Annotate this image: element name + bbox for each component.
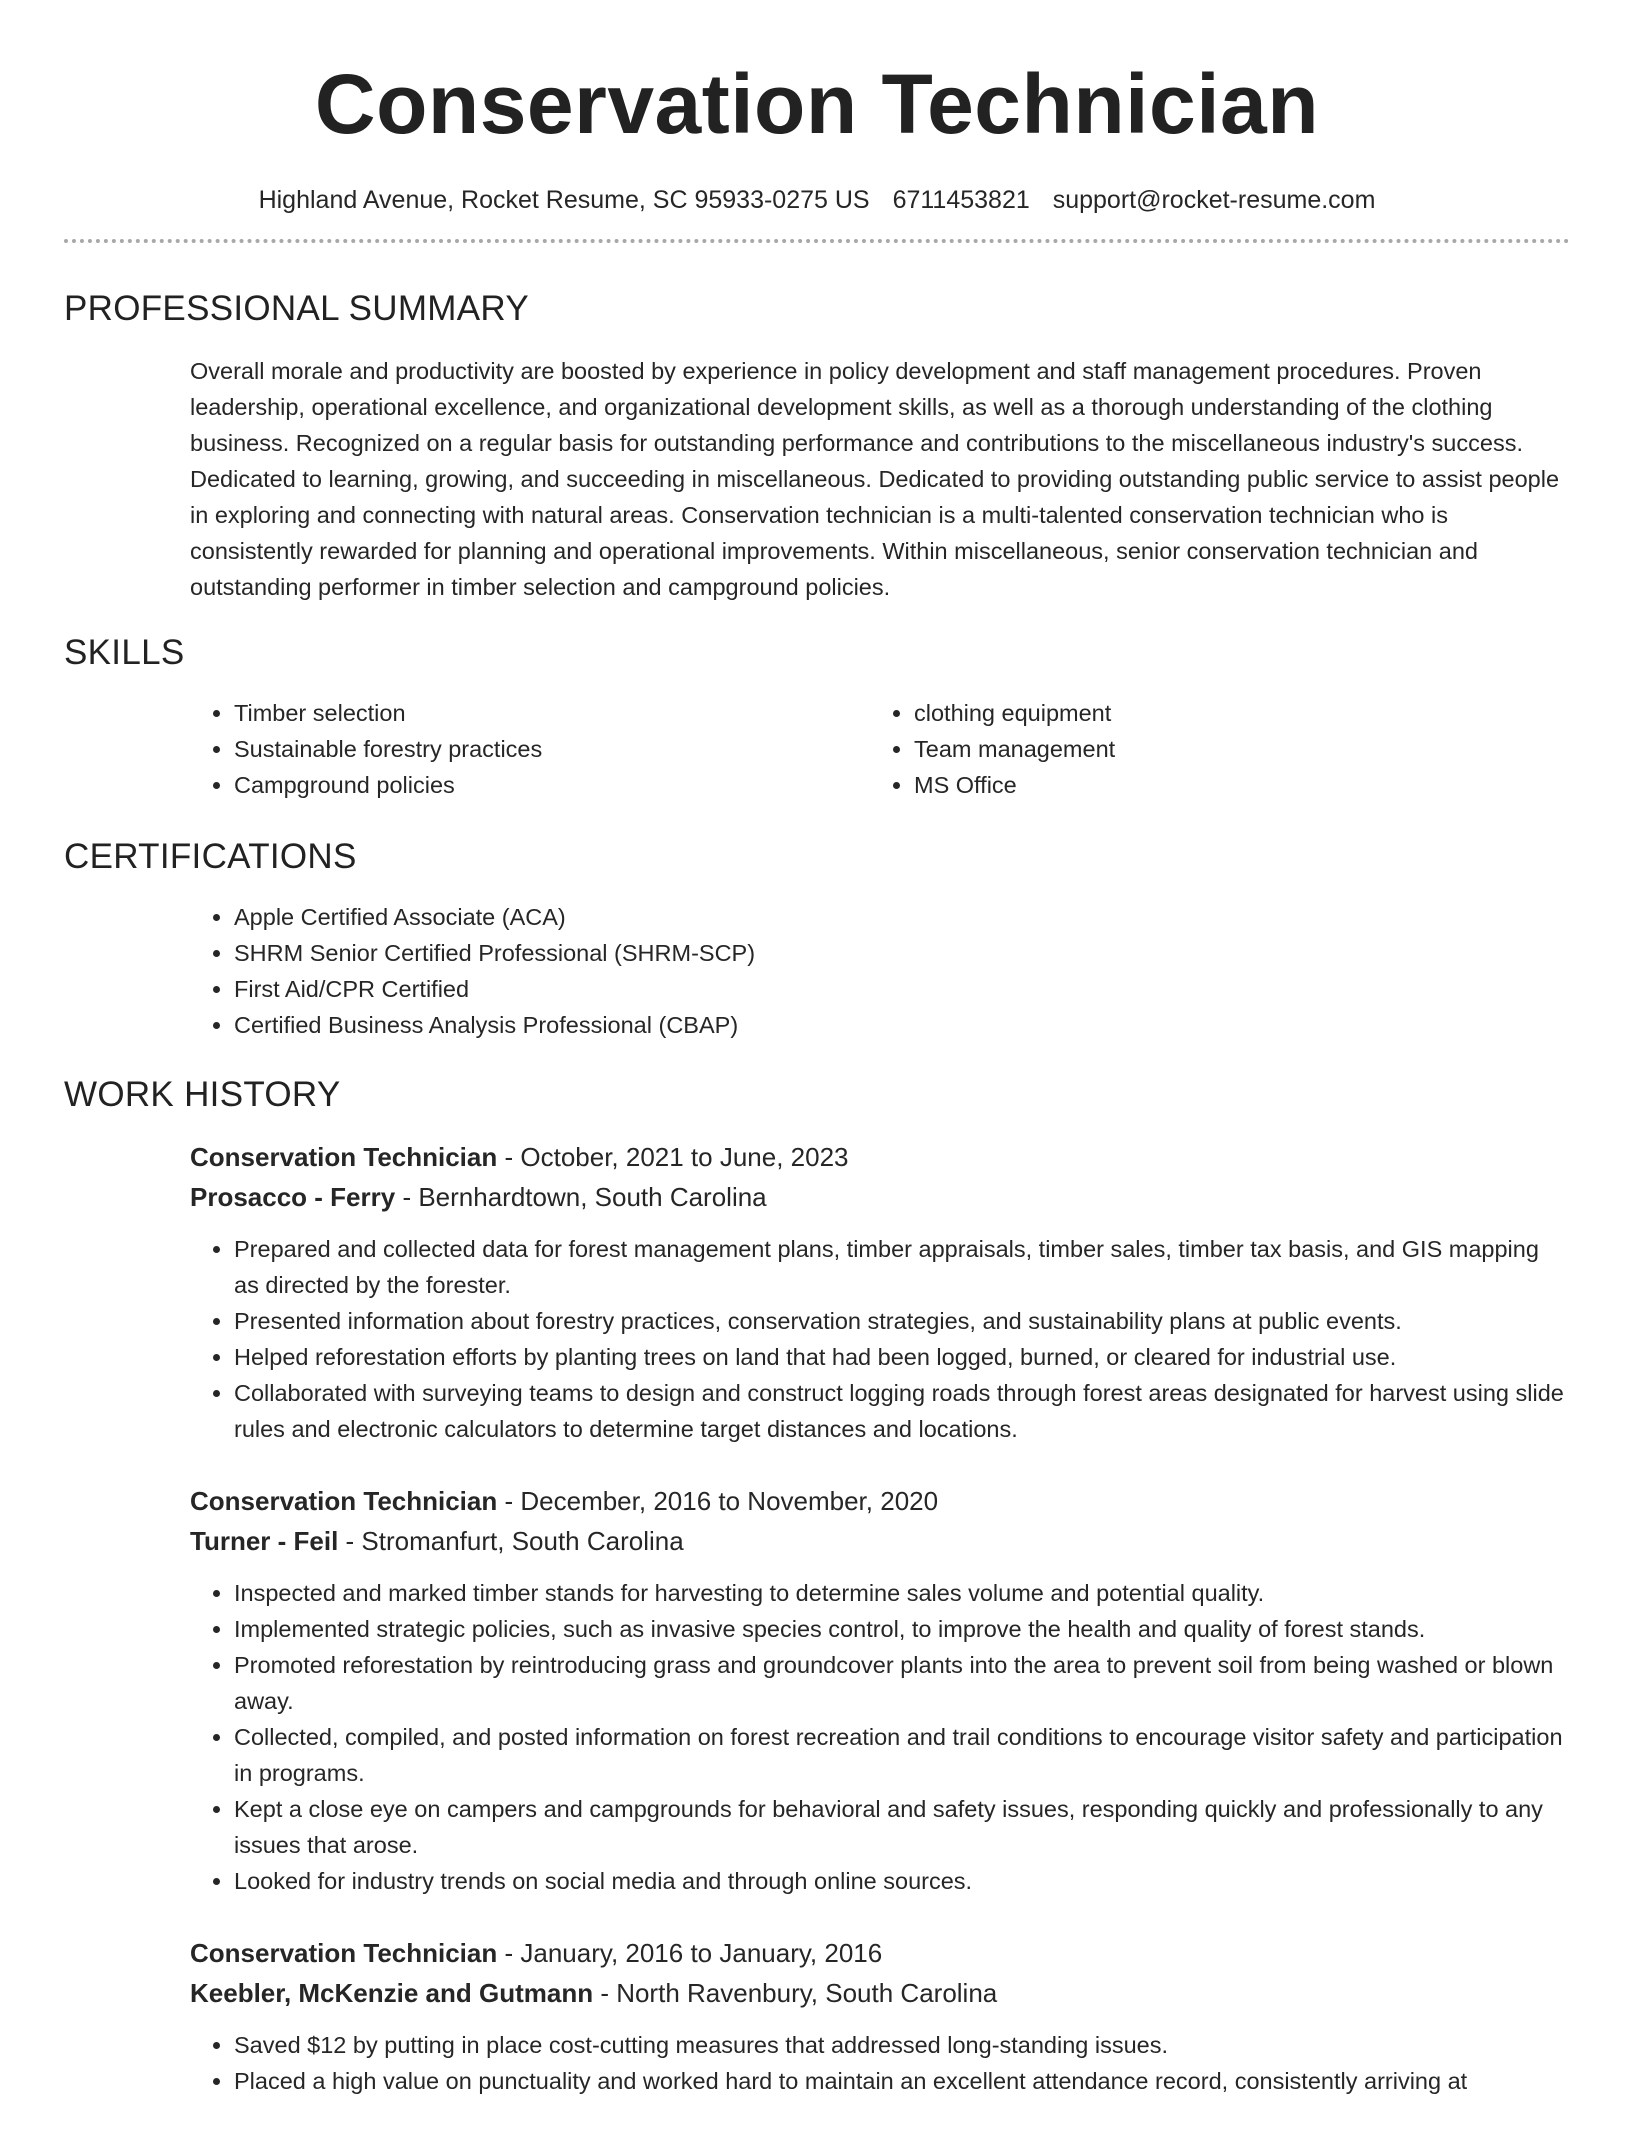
job-title-line — [190, 1933, 1570, 1973]
job-title-line — [190, 1481, 1570, 1521]
job-bullets — [190, 1575, 1570, 1899]
job-role: Conservation Technician — [190, 1938, 498, 1968]
job-company-line — [190, 1521, 1570, 1561]
job-entry — [190, 1481, 1570, 1899]
job-bullet: • Inspected and marked timber stands for harvesting to determine sales volume and potential quality. — [234, 1575, 1570, 1611]
job-dates: - January, 2016 to January, 2016 — [497, 1938, 883, 1968]
job-bullet: • Saved $12 by putting in place cost-cutting measures that addressed long-standing issues. — [234, 2027, 1570, 2063]
certification-item: • Apple Certified Associate (ACA) — [234, 899, 1570, 935]
work-history-section — [64, 1075, 1570, 2099]
job-company-line — [190, 1973, 1570, 2013]
job-bullet: • Promoted reforestation by reintroducing grass and groundcover plants into the area to prevent soil from being washed or blown away. — [234, 1647, 1570, 1719]
job-bullet: • Prepared and collected data for forest management plans, timber appraisals, timber sales, timber tax basis, and GIS mapping as directed by the forester. — [234, 1231, 1570, 1303]
skill-item: • Team management — [914, 731, 1550, 767]
skill-item: • MS Office — [914, 767, 1550, 803]
certifications-heading: CERTIFICATIONS — [64, 837, 357, 876]
job-entry — [190, 1933, 1570, 2099]
job-bullet: • Collaborated with surveying teams to design and construct logging roads through forest areas designated for harvest using slide rules and electronic calculators to determine target distances and locations. — [234, 1375, 1570, 1447]
skills-column-right — [870, 695, 1550, 803]
job-bullet: • Kept a close eye on campers and campgrounds for behavioral and safety issues, responding quickly and professionally to any issues that arose. — [234, 1791, 1570, 1863]
job-bullet: • Helped reforestation efforts by planting trees on land that had been logged, burned, or cleared for industrial use. — [234, 1339, 1570, 1375]
job-location: - Bernhardtown, South Carolina — [395, 1182, 767, 1212]
job-bullet: • Looked for industry trends on social media and through online sources. — [234, 1863, 1570, 1899]
job-role: Conservation Technician — [190, 1486, 498, 1516]
contact-line — [64, 186, 1570, 215]
resume-page — [64, 0, 1570, 2133]
contact-phone: 6711453821 — [892, 186, 1030, 214]
contact-address: Highland Avenue, Rocket Resume, SC 95933-0275 US — [258, 186, 870, 214]
skills-heading: SKILLS — [64, 633, 185, 672]
job-company: Turner - Feil — [190, 1526, 339, 1556]
certification-item: • First Aid/CPR Certified — [234, 971, 1570, 1007]
skills-section — [64, 633, 1570, 803]
summary-heading: PROFESSIONAL SUMMARY — [64, 289, 529, 328]
job-location: - Stromanfurt, South Carolina — [338, 1526, 684, 1556]
skills-grid — [190, 695, 1570, 803]
certification-item: • SHRM Senior Certified Professional (SHRM-SCP) — [234, 935, 1570, 971]
skill-item: • clothing equipment — [914, 695, 1550, 731]
job-company: Keebler, McKenzie and Gutmann — [190, 1978, 594, 2008]
job-dates: - December, 2016 to November, 2020 — [497, 1486, 939, 1516]
skill-item: • Campground policies — [234, 767, 870, 803]
contact-email: support@rocket-resume.com — [1052, 186, 1376, 214]
skill-item: • Timber selection — [234, 695, 870, 731]
job-location: - North Ravenbury, South Carolina — [593, 1978, 998, 2008]
job-entry — [190, 1137, 1570, 1447]
job-bullets — [190, 1231, 1570, 1447]
certifications-list — [190, 899, 1570, 1043]
work-history-heading: WORK HISTORY — [64, 1075, 341, 1114]
skills-column-left — [190, 695, 870, 803]
job-company-line — [190, 1177, 1570, 1217]
certifications-section — [64, 837, 1570, 1043]
job-role: Conservation Technician — [190, 1142, 498, 1172]
job-dates: - October, 2021 to June, 2023 — [497, 1142, 849, 1172]
job-bullet: • Placed a high value on punctuality and worked hard to maintain an excellent attendance record, consistently arriving at — [234, 2063, 1570, 2099]
job-bullet: • Collected, compiled, and posted information on forest recreation and trail conditions to encourage visitor safety and participation in programs. — [234, 1719, 1570, 1791]
job-company: Prosacco - Ferry — [190, 1182, 396, 1212]
job-bullet: • Presented information about forestry practices, conservation strategies, and sustainability plans at public events. — [234, 1303, 1570, 1339]
job-bullet: • Implemented strategic policies, such as invasive species control, to improve the health and quality of forest stands. — [234, 1611, 1570, 1647]
header-divider — [64, 239, 1570, 243]
summary-text: Overall morale and productivity are boosted by experience in policy development and staff management procedures. Proven leadership, operational excellence, and organizational development skills, as well as a thorough understanding of the clothing business. Recognized on a regular basis for outstanding performance and contributions to the miscellaneous industry's success. Dedicated to learning, growing, and succeeding in miscellaneous. Dedicated to providing outstanding public service to assist people in exploring and connecting with natural areas. Conservation technician is a multi-talented conservation technician who is consistently rewarded for planning and operational improvements. Within miscellaneous, senior conservation technician and outstanding performer in timber selection and campground policies. — [190, 358, 1560, 600]
job-bullets — [190, 2027, 1570, 2099]
skill-item: • Sustainable forestry practices — [234, 731, 870, 767]
resume-name: Conservation Technician — [314, 57, 1320, 151]
certification-item: • Certified Business Analysis Professional (CBAP) — [234, 1007, 1570, 1043]
job-title-line — [190, 1137, 1570, 1177]
summary-section — [64, 289, 1570, 605]
